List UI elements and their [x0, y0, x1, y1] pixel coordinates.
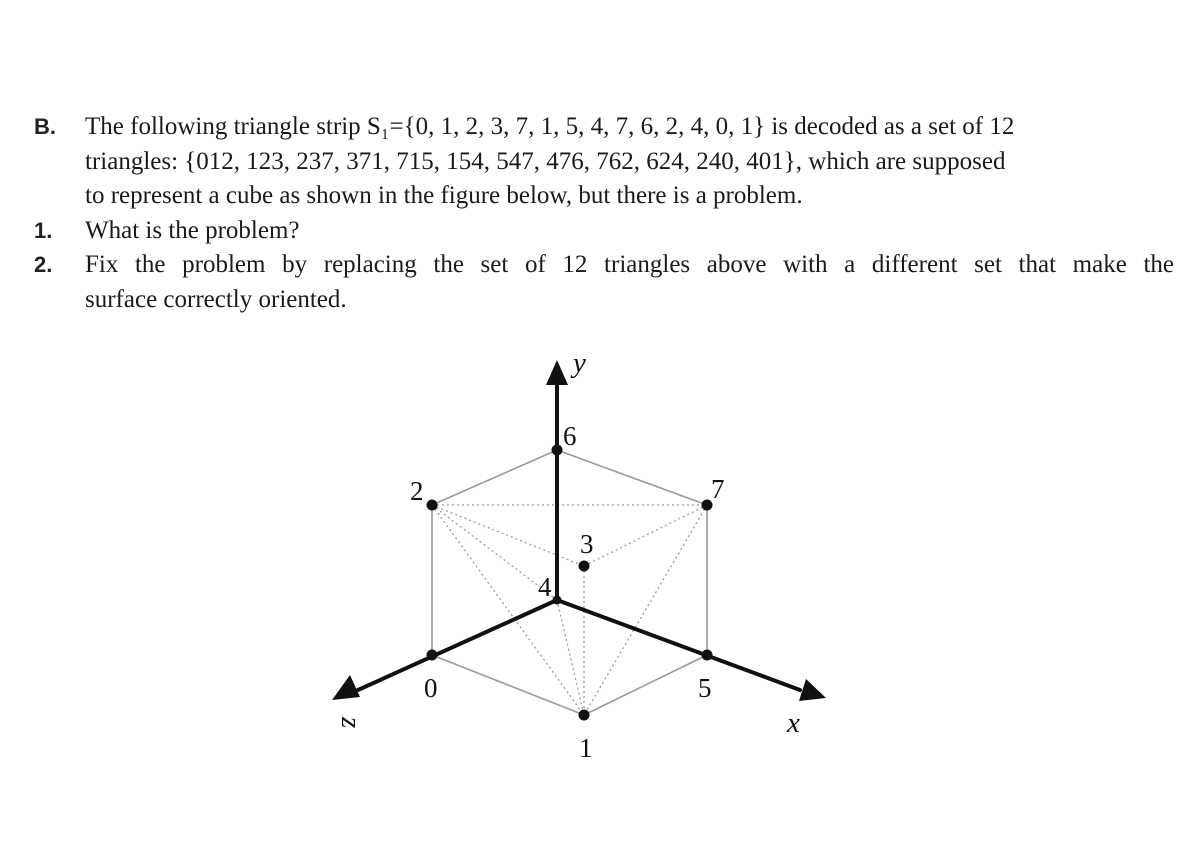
vertex-3-label: 3	[580, 529, 594, 559]
intro-line-1: The following triangle strip S₁={0, 1, 2, 3, 7, 1, 5, 4, 7, 6, 2, 4, 0, 1} is decoded as a set of 12	[85, 113, 1015, 140]
diagonal-7-1	[584, 505, 707, 715]
x-arrowhead	[799, 679, 826, 701]
axes	[358, 385, 800, 690]
question-1-text: What is the problem?	[85, 216, 300, 244]
vertex-6-label: 6	[563, 421, 577, 451]
vertex-7-label: 7	[711, 474, 725, 504]
edge-1-5	[584, 655, 707, 715]
vertex-1-label: 1	[579, 733, 593, 763]
vertex-0-label: 0	[424, 673, 438, 703]
vertex-3	[579, 561, 590, 572]
vertex-2	[427, 500, 438, 511]
axis-arrowheads	[332, 360, 826, 701]
edge-6-7	[557, 450, 707, 505]
question-2-marker: 2.	[34, 252, 53, 277]
question-2-text-line-2: surface correctly oriented.	[85, 285, 347, 313]
edge-2-6	[432, 450, 557, 505]
vertex-labels	[410, 421, 725, 763]
triangulation-diagonals	[432, 505, 707, 715]
edge-0-1	[432, 655, 584, 715]
diagonal-4-1	[557, 600, 584, 715]
vertex-4	[553, 596, 562, 605]
y-arrowhead	[546, 360, 568, 385]
vertex-5-label: 5	[698, 673, 712, 703]
y-axis-label: y	[573, 347, 586, 379]
vertex-5	[702, 650, 713, 661]
vertex-6	[552, 445, 563, 456]
z-axis	[358, 600, 557, 690]
vertex-4-label: 4	[538, 572, 552, 602]
vertices	[427, 445, 713, 721]
question-1-marker: 1.	[34, 217, 53, 243]
z-arrowhead	[332, 675, 360, 700]
vertex-0	[427, 650, 438, 661]
cube-edges	[432, 450, 707, 715]
x-axis-label: x	[787, 707, 800, 739]
question-2-text-line-1: Fix the problem by replacing the set of 12 triangles above with a different set that make the	[85, 251, 1174, 278]
z-axis-label: z	[335, 717, 367, 729]
part-marker: B.	[34, 114, 56, 139]
axis-labels	[335, 347, 800, 739]
x-axis	[557, 600, 800, 690]
vertex-1	[579, 710, 590, 721]
intro-line-3: to represent a cube as shown in the figure below, but there is a problem.	[85, 182, 803, 209]
diagonal-2-1	[432, 505, 584, 715]
intro-line-2: triangles: {012, 123, 237, 371, 715, 154, 547, 476, 762, 624, 240, 401}, which are supposed	[85, 147, 1006, 175]
diagonal-2-3	[432, 505, 584, 566]
vertex-2-label: 2	[410, 476, 424, 506]
